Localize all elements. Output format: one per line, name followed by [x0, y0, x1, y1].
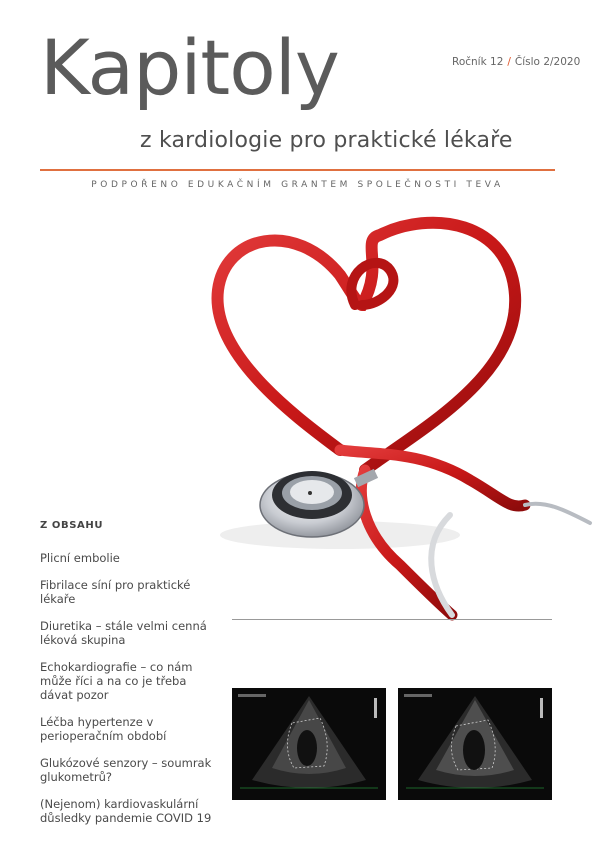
toc-item[interactable]: (Nejenom) kardiovaskulární důsledky pandemie COVID 19: [40, 797, 212, 825]
issue-separator: /: [507, 56, 511, 68]
image-caption-rule: [232, 619, 552, 620]
toc-heading: Z OBSAHU: [40, 520, 104, 531]
volume-label: Ročník 12: [452, 56, 504, 68]
toc-item[interactable]: Léčba hypertenze v perioperačním období: [40, 715, 167, 743]
toc-item[interactable]: Glukózové senzory – soumrak glukometrů?: [40, 756, 212, 784]
echocardiogram-image: [398, 688, 552, 800]
table-of-contents: [40, 520, 220, 838]
header-divider: [40, 169, 555, 171]
magazine-title: Kapitoly: [40, 23, 339, 112]
toc-item[interactable]: Diuretika – stále velmi cenná léková skupina: [40, 619, 207, 647]
echocardiogram-image: [232, 688, 386, 800]
toc-item[interactable]: Fibrilace síní pro praktické lékaře: [40, 578, 191, 606]
issue-info: [452, 56, 580, 68]
toc-item[interactable]: Plicní embolie: [40, 551, 120, 565]
magazine-subtitle: z kardiologie pro praktické lékaře: [140, 128, 513, 153]
heart-stethoscope-image: [190, 205, 595, 625]
grant-line: PODPOŘENO EDUKAČNÍM GRANTEM SPOLEČNOSTI TEVA: [91, 180, 504, 190]
toc-item[interactable]: Echokardiografie – co nám může říci a na co je třeba dávat pozor: [40, 660, 193, 702]
issue-label: Číslo 2/2020: [514, 56, 581, 68]
